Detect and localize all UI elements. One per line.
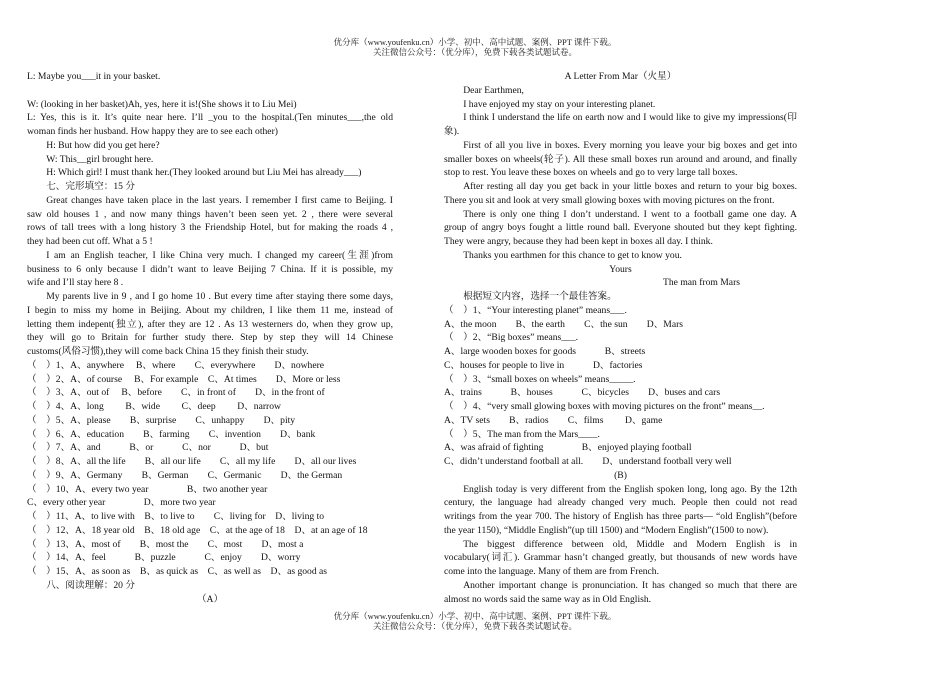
left-column: [27, 70, 393, 606]
dialogue-line: W: This__girl brought here.: [46, 153, 154, 165]
letter-text-line: I have enjoyed my stay on your interesting planet.: [463, 98, 656, 110]
cloze-text-line: Great changes have taken place in the last years. I remember I first came to Beijing. I: [46, 194, 393, 206]
reading-option: A、trains B、houses C、bicycles D、buses and cars: [444, 387, 721, 399]
passage-b-line: English today is very different from the English spoken long, long ago. By the 12th: [463, 483, 797, 495]
letter-text-line: Thanks you earthmen for this chance to get to know you.: [463, 249, 682, 261]
letter-text-line: smaller boxes on wheels(轮子). All these small boxes run around and around, and finally: [444, 153, 797, 165]
cloze-text-line: they had been cut off. What a 5 !: [27, 236, 153, 247]
section-heading-cloze: 七、完形填空：15 分: [46, 181, 135, 192]
dialogue-line: H: But how did you get here?: [46, 139, 160, 151]
cloze-option: （ ）8、A、all the life B、all our life C、all my life D、all our lives: [27, 456, 357, 467]
cloze-option: （ ）14、A、feel B、puzzle C、enjoy D、worry: [27, 552, 301, 564]
letter-text-line: They were angry, because they had been kept in boxes all day. I think.: [444, 236, 713, 247]
passage-b-line: Another important change is pronunciation. It has changed so much that there are: [463, 579, 797, 591]
letter-title: A Letter From Mar（火星）: [564, 71, 677, 82]
dialogue-line: W: (looking in her basket)Ah, yes, here it is!(She shows it to Liu Mei): [27, 98, 297, 110]
passage-b-line: almost no words said the same way as in Old English.: [444, 593, 652, 605]
reading-question: （ ）2、“Big boxes” means___.: [444, 332, 579, 344]
letter-text-line: group of angry boys fought a little round ball. Everyone shouted but they kept fighting.: [444, 222, 797, 234]
reading-question: （ ）5、The man from the Mars____.: [444, 428, 600, 440]
reading-instruction: 根据短文内容，选择一个最佳答案。: [463, 291, 617, 302]
reading-option: C、houses for people to live in D、factories: [444, 359, 643, 371]
reading-option: A、large wooden boxes for goods B、streets: [444, 346, 646, 357]
cloze-option: （ ）12、A、18 year old B、18 old age C、at the age of 18 D、at an age of 18: [27, 524, 368, 536]
passage-b-line: the year 1150), “Middle English”(up till 1500) and “Modern English”(1500 to now).: [444, 524, 769, 536]
letter-text-line: 象).: [444, 126, 460, 137]
cloze-option: （ ）4、A、long B、wide C、deep D、narrow: [27, 401, 281, 412]
reading-question: （ ）1、“Your interesting planet” means___.: [444, 304, 627, 316]
cloze-text-line: I begin to miss my home in Beijing. About my children, I like them 11 me, instead of: [27, 304, 393, 316]
cloze-option: （ ）9、A、Germany B、German C、Germanic D、the German: [27, 469, 343, 481]
dialogue-line: L: Maybe you___it in your basket.: [27, 71, 161, 82]
page-header: [0, 37, 950, 57]
cloze-option: （ ）11、A、to live with B、to live to C、living for D、living to: [27, 511, 325, 522]
footer-line-2: 关注微信公众号：（优分库），免费下载各类试题试卷。: [372, 621, 577, 631]
reading-option: A、was afraid of fighting B、enjoyed playing football: [444, 442, 692, 454]
passage-b-line: vocabulary(词汇). Grammar hasn’t changed greatly, but thousands of new words have: [444, 552, 797, 564]
passage-b-line: writings from the year 700. The history of English has three parts— “old English”(before: [444, 511, 797, 522]
letter-text-line: There you sit and look at very small glowing boxes with moving pictures on the front.: [444, 194, 775, 206]
cloze-option: （ ）15、A、as soon as B、as quick as C、as well as D、as good as: [27, 566, 328, 577]
cloze-option: （ ）10、A、every two year B、two another year: [27, 483, 268, 495]
header-line-2: 关注微信公众号：（优分库），免费下载各类试题试卷。: [372, 47, 577, 57]
letter-text-line: There is only one thing I don’t understand. I went to a football game one day. A: [463, 208, 797, 220]
cloze-text-line: letting them indepent(独立), after they are 12 . As 13 westerners do, when they grow up,: [27, 318, 393, 330]
passage-b-line: century, the language had already changed very much. People then could not read: [444, 497, 797, 509]
cloze-text-line: My parents live in 9 , and I go home 10 . But every time after staying there some days,: [46, 291, 393, 302]
cloze-option: （ ）5、A、please B、surprise C、unhappy D、pity: [27, 414, 296, 426]
letter-text-line: I think I understand the life on earth now and I would like to give my impressions(印: [463, 112, 797, 124]
cloze-option: （ ）6、A、education B、farming C、invention D、bank: [27, 428, 316, 440]
header-line-1: 优分库（www.youfenku.cn）小学、初中、高中试题、案例、PPT 课件下载。: [333, 37, 617, 47]
reading-question: （ ）3、“small boxes on wheels” means_____.: [444, 373, 636, 385]
cloze-text-line: they will go to Britain for further study there. Step by step they will 14 Chinese: [27, 332, 393, 344]
cloze-option: （ ）1、A、anywhere B、where C、everywhere D、nowhere: [27, 359, 325, 371]
part-b-label: (B): [614, 469, 627, 481]
letter-text-line: First of all you live in boxes. Every morning you leave your big boxes and get into: [463, 139, 797, 151]
dialogue-line: L: Yes, this is it. It’s quite near here. I’ll _you to the hospital.(Ten minutes___,the old: [27, 112, 393, 124]
section-heading-reading: 八、阅读理解：20 分: [46, 579, 135, 591]
cloze-option: （ ）7、A、and B、or C、nor D、but: [27, 442, 269, 454]
cloze-text-line: I am an English teacher, I like China very much. I changed my career(生涯)from: [46, 249, 393, 261]
reading-question: （ ）4、“very small glowing boxes with moving pictures on the front” means__.: [444, 401, 765, 412]
part-a-label: （A）: [196, 593, 224, 605]
cloze-option: （ ）13、A、most of B、most the C、most D、most a: [27, 538, 304, 550]
passage-b-line: come into the language. Many of them are from French.: [444, 566, 659, 577]
letter-closing: Yours: [609, 263, 632, 275]
cloze-text-line: business to 6 only because I didn’t want to leave Beijing 7 China. If it is possible, my: [27, 263, 393, 275]
letter-text-line: stop to rest. You leave these boxes on wheels and go to very large tall boxes.: [444, 167, 738, 179]
dialogue-line: H: Which girl! I must thank her.(They looked around but Liu Mei has already___): [46, 167, 362, 179]
reading-option: A、TV sets B、radios C、films D、game: [444, 414, 663, 426]
dialogue-line: woman finds her husband. How happy they are to see each other): [27, 126, 278, 137]
passage-b-line: The biggest difference between old, Middle and Modern English is in: [463, 538, 797, 550]
footer-line-1: 优分库（www.youfenku.cn）小学、初中、高中试题、案例、PPT 课件下载。: [333, 611, 617, 621]
cloze-text-line: wife and I’ll stay here 8 .: [27, 277, 124, 289]
cloze-option: （ ）3、A、out of B、before C、in front of D、in the front of: [27, 387, 325, 399]
reading-option: A、the moon B、the earth C、the sun D、Mars: [444, 318, 684, 330]
reading-option: C、didn’t understand football at all. D、understand football very well: [444, 456, 732, 467]
letter-signature: The man from Mars: [663, 277, 740, 289]
letter-text-line: After resting all day you get back in your little boxes and return to your big boxes.: [463, 181, 797, 192]
cloze-option: C、every other year D、more two year: [27, 497, 216, 509]
cloze-text-line: rows of tall trees with a long history 3 the Friendship Hotel, but for making the roads 4 ,: [27, 222, 393, 234]
cloze-text-line: saw old houses 1 , and now many things haven’t been seen yet. 2 , there were several: [27, 208, 393, 220]
cloze-text-line: customs(风俗习惯),they will come back China 15 they finish their study.: [27, 346, 309, 357]
letter-greeting: Dear Earthmen,: [463, 84, 524, 96]
right-column: [444, 70, 797, 606]
page-footer: [0, 611, 950, 631]
cloze-option: （ ）2、A、of course B、For example C、At times D、More or less: [27, 373, 341, 385]
